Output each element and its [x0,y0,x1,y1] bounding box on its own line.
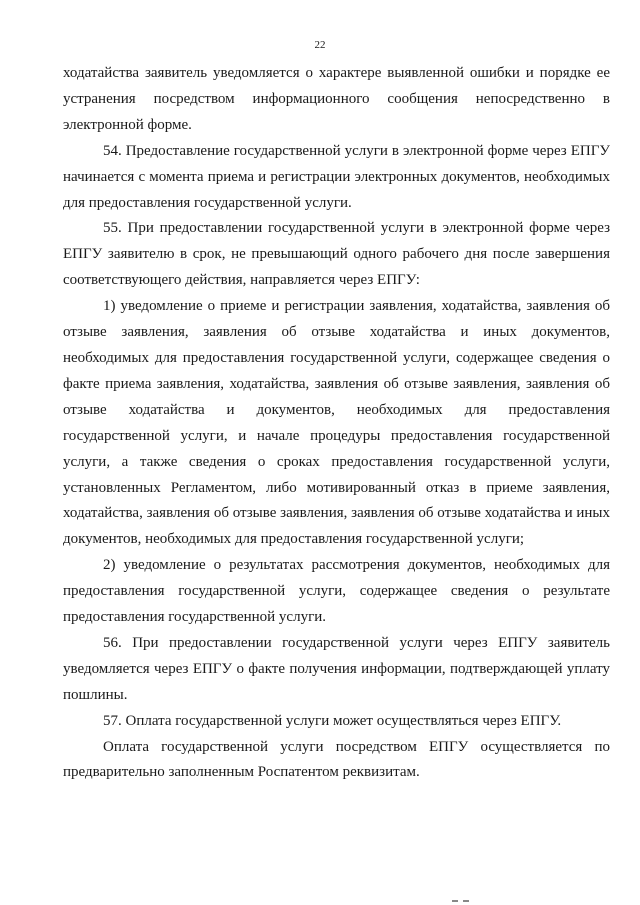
paragraph-54: 54. Предоставление государственной услуги в электронной форме через ЕПГУ начинается с момента приема и регистрации электронных документов, необходимых для предоставления государственной услуги. [63,142,610,211]
scan-artifact [452,900,458,902]
paragraph-continuation: ходатайства заявитель уведомляется о характере выявленной ошибки и порядке ее устранения посредством информационного сообщения непосредственно в электронной форме. [63,65,610,133]
paragraph-payment: Оплата государственной услуги посредством ЕПГУ осуществляется по предварительно заполненным Роспатентом реквизитам. [63,738,610,781]
paragraph-55: 55. При предоставлении государственной услуги в электронной форме через ЕПГУ заявителю в срок, не превышающий одного рабочего дня после завершения соответствующего действия, направляется через ЕПГУ: [63,220,610,289]
scan-artifact [463,900,469,902]
list-item-1: 1) уведомление о приеме и регистрации заявления, ходатайства, заявления об отзыве заявления, заявления об отзыве ходатайства и иных документов, необходимых для предоставления государственной услуги, содержащее сведения о факте приема заявления, ходатайства, заявления об отзыве заявления, заявления об отзыве ходатайства и документов, необходимых для предоставления государственной услуги, и начале процедуры предоставления государственной услуги, а также сведения о сроках предоставления государственной услуги, установленных Регламентом, либо мотивированный отказ в приеме заявления, ходатайства, заявления об отзыве заявления, заявления об отзыве ходатайства и иных документов, необходимых для предоставления государственной услуги; [63,298,610,548]
body-text [63,61,610,786]
list-item-2: 2) уведомление о результатах рассмотрения документов, необходимых для предоставления государственной услуги, содержащее сведения о результате предоставления государственной услуги. [63,557,610,626]
page-number: 22 [314,39,326,51]
paragraph-56: 56. При предоставлении государственной услуги через ЕПГУ заявитель уведомляется через ЕПГУ о факте получения информации, подтверждающей уплату пошлины. [63,634,610,703]
paragraph-57: 57. Оплата государственной услуги может осуществляться через ЕПГУ. [103,712,562,729]
